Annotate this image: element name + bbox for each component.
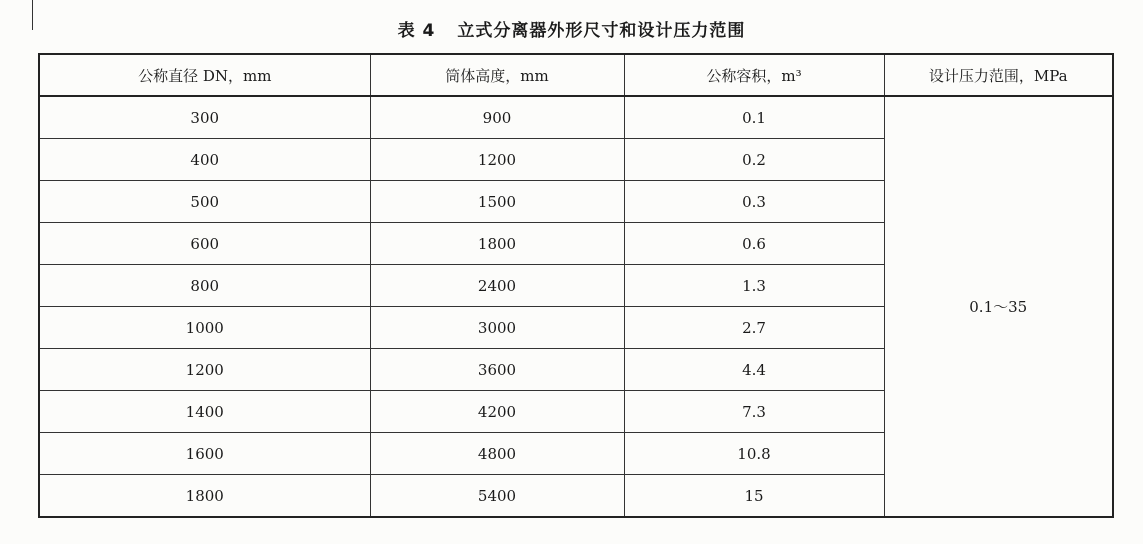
cell-volume: 0.6 — [624, 223, 884, 265]
header-nominal-volume: 公称容积，m³ — [624, 54, 884, 96]
header-design-pressure: 设计压力范围，MPa — [884, 54, 1113, 96]
cell-height: 4200 — [370, 391, 624, 433]
cell-volume: 2.7 — [624, 307, 884, 349]
cell-height: 3000 — [370, 307, 624, 349]
cell-diameter: 1400 — [39, 391, 370, 433]
header-row — [39, 54, 1113, 96]
cell-height: 1200 — [370, 139, 624, 181]
cell-diameter: 500 — [39, 181, 370, 223]
cell-diameter: 400 — [39, 139, 370, 181]
cell-volume: 1.3 — [624, 265, 884, 307]
cell-height: 900 — [370, 96, 624, 139]
cell-diameter: 1600 — [39, 433, 370, 475]
table-caption: 立式分离器外形尺寸和设计压力范围 — [457, 21, 746, 41]
cell-diameter: 800 — [39, 265, 370, 307]
cell-height: 2400 — [370, 265, 624, 307]
table-title — [0, 16, 1143, 41]
cell-height: 5400 — [370, 475, 624, 518]
cell-volume: 4.4 — [624, 349, 884, 391]
header-nominal-diameter: 公称直径 DN，mm — [39, 54, 370, 96]
cell-volume: 10.8 — [624, 433, 884, 475]
cell-height: 1500 — [370, 181, 624, 223]
cell-height: 1800 — [370, 223, 624, 265]
cell-volume: 0.2 — [624, 139, 884, 181]
cell-diameter: 300 — [39, 96, 370, 139]
cell-diameter: 600 — [39, 223, 370, 265]
cell-height: 3600 — [370, 349, 624, 391]
cell-diameter: 1000 — [39, 307, 370, 349]
cell-height: 4800 — [370, 433, 624, 475]
cell-volume: 0.1 — [624, 96, 884, 139]
cell-diameter: 1800 — [39, 475, 370, 518]
cell-volume: 7.3 — [624, 391, 884, 433]
table-number: 表 4 — [397, 21, 436, 41]
cell-volume: 0.3 — [624, 181, 884, 223]
separator-spec-table — [38, 53, 1114, 518]
header-shell-height: 筒体高度，mm — [370, 54, 624, 96]
cell-diameter: 1200 — [39, 349, 370, 391]
cell-pressure-range: 0.1～35 — [884, 96, 1113, 517]
cell-volume: 15 — [624, 475, 884, 518]
table-row — [39, 96, 1113, 139]
